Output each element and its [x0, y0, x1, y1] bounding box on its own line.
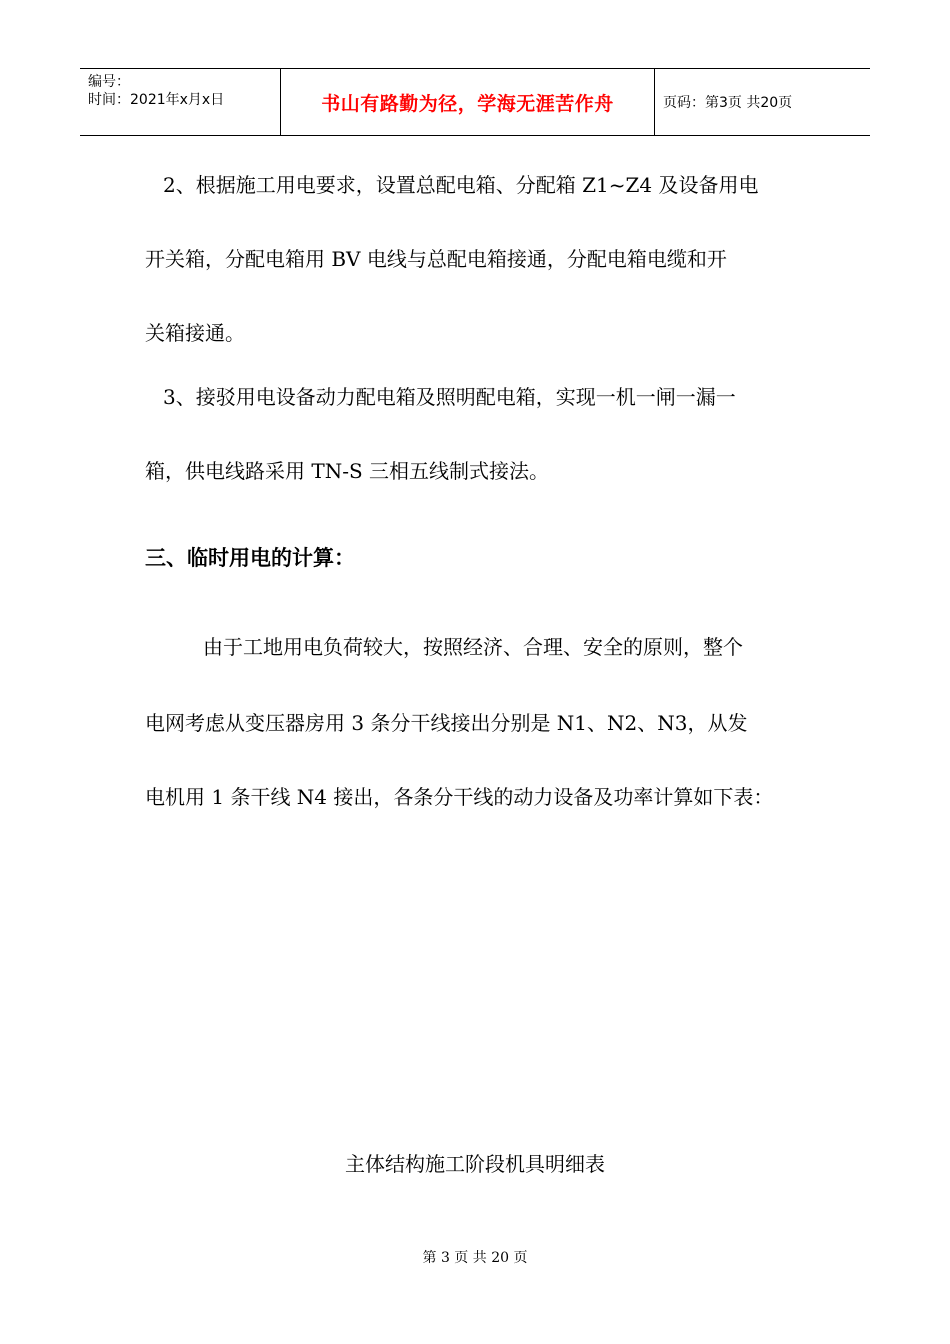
- page-header: [80, 68, 870, 136]
- header-motto: 书山有路勤为径，学海无涯苦作舟: [321, 92, 614, 115]
- table-title: 主体结构施工阶段机具明细表: [345, 1152, 605, 1176]
- header-page-cell: [655, 69, 870, 135]
- page-footer: 第 3 页 共 20 页: [422, 1250, 528, 1266]
- header-motto-cell: [281, 69, 655, 135]
- body-paragraph-line: 电机用 1 条干线 N4 接出，各条分干线的动力设备及功率计算如下表：: [145, 785, 774, 809]
- header-page-info: 页码：第3页 共20页: [663, 95, 793, 111]
- body-paragraph-line: 开关箱，分配电箱用 BV 电线与总配电箱接通，分配电箱电缆和开: [145, 247, 727, 271]
- body-paragraph-line: 由于工地用电负荷较大，按照经济、合理、安全的原则，整个: [203, 635, 743, 659]
- body-paragraph-line: 箱，供电线路采用 TN-S 三相五线制式接法。: [145, 459, 550, 483]
- section-heading: 三、临时用电的计算：: [145, 546, 355, 570]
- body-paragraph-line: 关箱接通。: [145, 321, 245, 345]
- body-paragraph-line: 电网考虑从变压器房用 3 条分干线接出分别是 N1、N2、N3，从发: [145, 711, 748, 735]
- document-date: 时间：2021年x月x日: [88, 92, 225, 108]
- body-paragraph-line: 2、根据施工用电要求，设置总配电箱、分配箱 Z1~Z4 及设备用电: [163, 173, 759, 197]
- body-paragraph-line: 3、接驳用电设备动力配电箱及照明配电箱，实现一机一闸一漏一: [163, 385, 736, 409]
- document-number-label: 编号：: [88, 74, 130, 90]
- header-meta-cell: [80, 69, 281, 135]
